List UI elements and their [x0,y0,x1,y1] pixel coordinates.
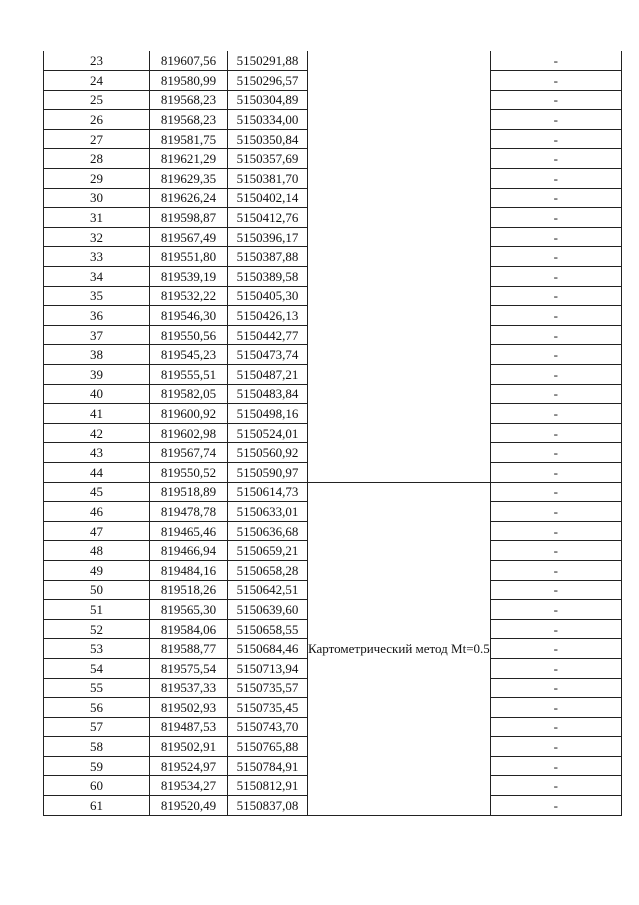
point-number-cell: 51 [44,600,150,620]
y-coordinate-cell: 5150389,58 [228,267,308,287]
point-number-cell: 45 [44,482,150,502]
accuracy-cell: - [490,482,621,502]
x-coordinate-cell: 819546,30 [150,306,228,326]
y-coordinate-cell: 5150412,76 [228,208,308,228]
point-number-cell: 38 [44,345,150,365]
point-number-cell: 30 [44,188,150,208]
x-coordinate-cell: 819502,93 [150,698,228,718]
point-number-cell: 35 [44,286,150,306]
x-coordinate-cell: 819567,74 [150,443,228,463]
point-number-cell: 59 [44,756,150,776]
point-number-cell: 29 [44,169,150,189]
accuracy-cell: - [490,502,621,522]
accuracy-cell: - [490,267,621,287]
y-coordinate-cell: 5150642,51 [228,580,308,600]
point-number-cell: 41 [44,404,150,424]
accuracy-cell: - [490,129,621,149]
accuracy-cell: - [490,541,621,561]
x-coordinate-cell: 819484,16 [150,560,228,580]
method-cell: Картометрический метод Mt=0.5 [308,482,491,815]
accuracy-cell: - [490,462,621,482]
x-coordinate-cell: 819518,89 [150,482,228,502]
point-number-cell: 34 [44,267,150,287]
x-coordinate-cell: 819565,30 [150,600,228,620]
y-coordinate-cell: 5150560,92 [228,443,308,463]
y-coordinate-cell: 5150381,70 [228,169,308,189]
y-coordinate-cell: 5150402,14 [228,188,308,208]
x-coordinate-cell: 819550,56 [150,325,228,345]
y-coordinate-cell: 5150396,17 [228,227,308,247]
point-number-cell: 42 [44,423,150,443]
x-coordinate-cell: 819626,24 [150,188,228,208]
accuracy-cell: - [490,325,621,345]
x-coordinate-cell: 819629,35 [150,169,228,189]
point-number-cell: 25 [44,90,150,110]
y-coordinate-cell: 5150442,77 [228,325,308,345]
method-cell-continued [308,51,491,482]
accuracy-cell: - [490,208,621,228]
y-coordinate-cell: 5150735,45 [228,698,308,718]
accuracy-cell: - [490,560,621,580]
x-coordinate-cell: 819588,77 [150,639,228,659]
x-coordinate-cell: 819537,33 [150,678,228,698]
y-coordinate-cell: 5150812,91 [228,776,308,796]
accuracy-cell: - [490,188,621,208]
y-coordinate-cell: 5150304,89 [228,90,308,110]
accuracy-cell: - [490,306,621,326]
accuracy-cell: - [490,110,621,130]
x-coordinate-cell: 819520,49 [150,796,228,816]
accuracy-cell: - [490,443,621,463]
y-coordinate-cell: 5150291,88 [228,51,308,71]
point-number-cell: 61 [44,796,150,816]
x-coordinate-cell: 819478,78 [150,502,228,522]
accuracy-cell: - [490,345,621,365]
accuracy-cell: - [490,169,621,189]
y-coordinate-cell: 5150426,13 [228,306,308,326]
point-number-cell: 33 [44,247,150,267]
y-coordinate-cell: 5150735,57 [228,678,308,698]
y-coordinate-cell: 5150473,74 [228,345,308,365]
point-number-cell: 48 [44,541,150,561]
point-number-cell: 24 [44,71,150,91]
point-number-cell: 56 [44,698,150,718]
x-coordinate-cell: 819532,22 [150,286,228,306]
x-coordinate-cell: 819550,52 [150,462,228,482]
accuracy-cell: - [490,404,621,424]
accuracy-cell: - [490,756,621,776]
x-coordinate-cell: 819567,49 [150,227,228,247]
x-coordinate-cell: 819545,23 [150,345,228,365]
point-number-cell: 57 [44,717,150,737]
point-number-cell: 46 [44,502,150,522]
x-coordinate-cell: 819534,27 [150,776,228,796]
accuracy-cell: - [490,796,621,816]
accuracy-cell: - [490,600,621,620]
accuracy-cell: - [490,90,621,110]
y-coordinate-cell: 5150387,88 [228,247,308,267]
x-coordinate-cell: 819581,75 [150,129,228,149]
coordinates-table-body [44,51,622,815]
x-coordinate-cell: 819555,51 [150,365,228,385]
y-coordinate-cell: 5150658,55 [228,619,308,639]
y-coordinate-cell: 5150483,84 [228,384,308,404]
point-number-cell: 53 [44,639,150,659]
x-coordinate-cell: 819502,91 [150,737,228,757]
x-coordinate-cell: 819465,46 [150,521,228,541]
accuracy-cell: - [490,423,621,443]
y-coordinate-cell: 5150405,30 [228,286,308,306]
y-coordinate-cell: 5150713,94 [228,658,308,678]
accuracy-cell: - [490,227,621,247]
accuracy-cell: - [490,737,621,757]
point-number-cell: 44 [44,462,150,482]
point-number-cell: 60 [44,776,150,796]
point-number-cell: 31 [44,208,150,228]
accuracy-cell: - [490,286,621,306]
accuracy-cell: - [490,247,621,267]
accuracy-cell: - [490,51,621,71]
y-coordinate-cell: 5150765,88 [228,737,308,757]
x-coordinate-cell: 819607,56 [150,51,228,71]
accuracy-cell: - [490,384,621,404]
x-coordinate-cell: 819580,99 [150,71,228,91]
point-number-cell: 54 [44,658,150,678]
point-number-cell: 23 [44,51,150,71]
accuracy-cell: - [490,71,621,91]
y-coordinate-cell: 5150639,60 [228,600,308,620]
table-row [44,51,622,71]
x-coordinate-cell: 819466,94 [150,541,228,561]
y-coordinate-cell: 5150636,68 [228,521,308,541]
x-coordinate-cell: 819551,80 [150,247,228,267]
table-row [44,482,622,502]
y-coordinate-cell: 5150837,08 [228,796,308,816]
y-coordinate-cell: 5150743,70 [228,717,308,737]
point-number-cell: 47 [44,521,150,541]
y-coordinate-cell: 5150350,84 [228,129,308,149]
x-coordinate-cell: 819518,26 [150,580,228,600]
point-number-cell: 50 [44,580,150,600]
accuracy-cell: - [490,639,621,659]
x-coordinate-cell: 819539,19 [150,267,228,287]
x-coordinate-cell: 819621,29 [150,149,228,169]
y-coordinate-cell: 5150334,00 [228,110,308,130]
x-coordinate-cell: 819600,92 [150,404,228,424]
y-coordinate-cell: 5150784,91 [228,756,308,776]
x-coordinate-cell: 819598,87 [150,208,228,228]
coordinates-table [43,51,622,816]
y-coordinate-cell: 5150487,21 [228,365,308,385]
accuracy-cell: - [490,365,621,385]
point-number-cell: 40 [44,384,150,404]
accuracy-cell: - [490,149,621,169]
point-number-cell: 28 [44,149,150,169]
accuracy-cell: - [490,619,621,639]
x-coordinate-cell: 819582,05 [150,384,228,404]
point-number-cell: 36 [44,306,150,326]
y-coordinate-cell: 5150296,57 [228,71,308,91]
y-coordinate-cell: 5150658,28 [228,560,308,580]
x-coordinate-cell: 819524,97 [150,756,228,776]
y-coordinate-cell: 5150633,01 [228,502,308,522]
accuracy-cell: - [490,658,621,678]
x-coordinate-cell: 819602,98 [150,423,228,443]
y-coordinate-cell: 5150684,46 [228,639,308,659]
accuracy-cell: - [490,521,621,541]
y-coordinate-cell: 5150659,21 [228,541,308,561]
point-number-cell: 55 [44,678,150,698]
point-number-cell: 26 [44,110,150,130]
x-coordinate-cell: 819568,23 [150,110,228,130]
point-number-cell: 39 [44,365,150,385]
accuracy-cell: - [490,717,621,737]
point-number-cell: 32 [44,227,150,247]
x-coordinate-cell: 819487,53 [150,717,228,737]
point-number-cell: 37 [44,325,150,345]
point-number-cell: 52 [44,619,150,639]
x-coordinate-cell: 819584,06 [150,619,228,639]
y-coordinate-cell: 5150357,69 [228,149,308,169]
point-number-cell: 27 [44,129,150,149]
y-coordinate-cell: 5150524,01 [228,423,308,443]
accuracy-cell: - [490,678,621,698]
y-coordinate-cell: 5150498,16 [228,404,308,424]
accuracy-cell: - [490,580,621,600]
accuracy-cell: - [490,776,621,796]
y-coordinate-cell: 5150614,73 [228,482,308,502]
point-number-cell: 43 [44,443,150,463]
point-number-cell: 49 [44,560,150,580]
x-coordinate-cell: 819568,23 [150,90,228,110]
x-coordinate-cell: 819575,54 [150,658,228,678]
accuracy-cell: - [490,698,621,718]
y-coordinate-cell: 5150590,97 [228,462,308,482]
point-number-cell: 58 [44,737,150,757]
